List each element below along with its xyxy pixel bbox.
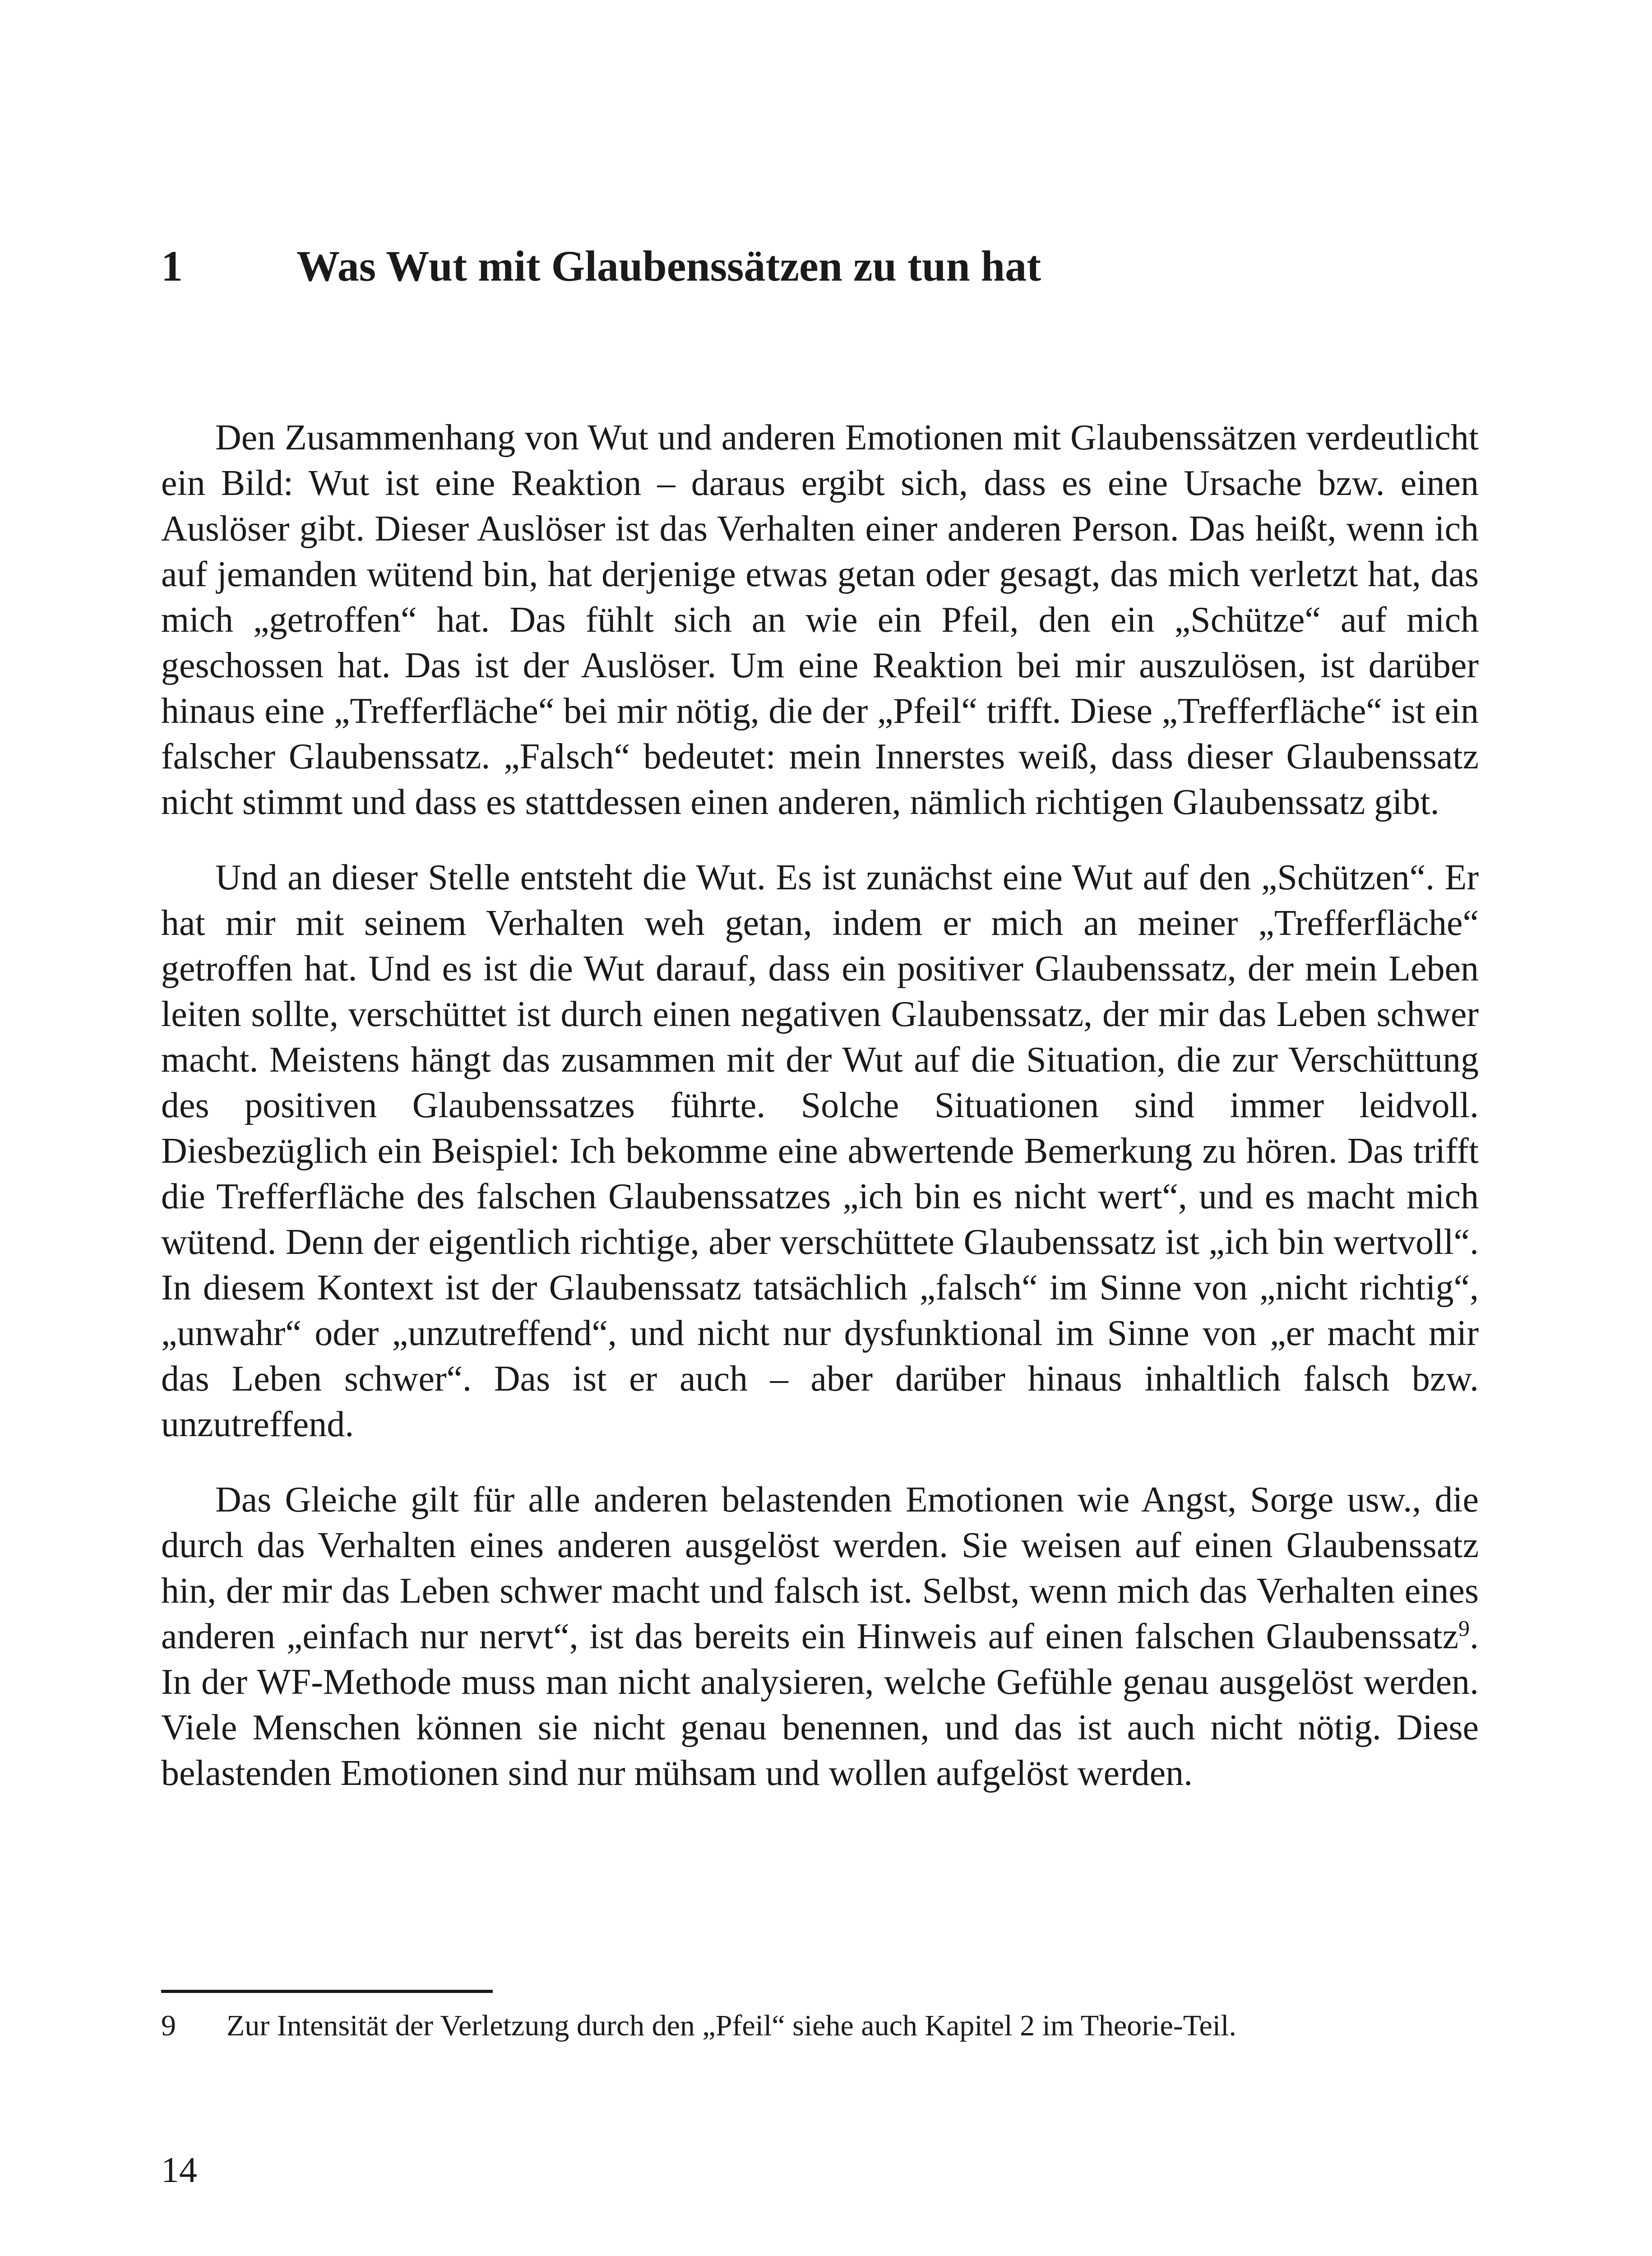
chapter-number: 1 xyxy=(161,242,183,290)
paragraph-3 xyxy=(161,1477,1479,1796)
footnote-number: 9 xyxy=(161,2009,176,2042)
paragraph-2: Und an dieser Stelle entsteht die Wut. Es ist zunächst eine Wut auf den „Schützen“. Er hat mir mit seinem Verhalten weh getan, indem er mich an meiner „Trefferfläche“ getroffen hat. Und es ist die Wut darauf, dass ein positiver Glaubenssatz, der mein Leben leiten sollte, verschüttet ist durch einen negativen Glaubenssatz, der mir das Leben schwer macht. Meistens hängt das zusammen mit der Wut auf die Situation, die zur Verschüttung des positiven Glaubenssatzes führte. Solche Situationen sind immer leidvoll. Diesbezüglich ein Beispiel: Ich bekomme eine abwertende Bemerkung zu hören. Das trifft die Trefferfläche des falschen Glaubenssatzes „ich bin es nicht wert“, und es macht mich wütend. Denn der eigentlich richtige, aber verschüttete Glaubenssatz ist „ich bin wertvoll“. In diesem Kontext ist der Glaubenssatz tatsächlich „falsch“ im Sinne von „nicht richtig“, „unwahr“ oder „unzutreffend“, und nicht nur dysfunktional im Sinne von „er macht mir das Leben schwer“. Das ist er auch – aber darüber hinaus inhaltlich falsch bzw. unzutreffend. xyxy=(161,858,1479,1444)
paragraph-3-text-start: Das Gleiche gilt für alle anderen belastenden Emotionen wie Angst, Sorge usw., die durch das Verhalten eines anderen ausgelöst werden. Sie weisen auf einen Glaubenssatz hin, der mir das Leben schwer macht und falsch ist. Selbst, wenn mich das Verhalten eines anderen „einfach nur nervt“, ist das bereits ein Hinweis auf einen falschen Glaubenssatz xyxy=(161,1480,1479,1656)
paragraph-3-text-end: . In der WF-Methode muss man nicht analysieren, welche Gefühle genau ausgelöst werden. Viele Menschen können sie nicht genau benennen, und das ist auch nicht nötig. Diese belastenden Emotionen sind nur mühsam und wollen aufgelöst werden. xyxy=(161,1617,1479,1793)
footnote xyxy=(161,2006,1479,2046)
chapter-title: Was Wut mit Glaubenssätzen zu tun hat xyxy=(296,242,1041,290)
footnote-reference: 9 xyxy=(1458,1615,1470,1641)
chapter-heading xyxy=(161,235,1492,298)
page-number: 14 xyxy=(161,2150,197,2190)
footnote-text: Zur Intensität der Verletzung durch den „Pfeil“ siehe auch Kapitel 2 im Theorie-Teil. xyxy=(227,2009,1236,2042)
paragraph-1: Den Zusammenhang von Wut und anderen Emotionen mit Glaubenssätzen verdeutlicht ein Bild: Wut ist eine Reaktion – daraus ergibt sich, dass es eine Ursache bzw. einen Auslöser gibt. Dieser Auslöser ist das Verhalten einer anderen Person. Das heißt, wenn ich auf jemanden wütend bin, hat derjenige etwas getan oder gesagt, das mich verletzt hat, das mich „getroffen“ hat. Das fühlt sich an wie ein Pfeil, den ein „Schütze“ auf mich geschossen hat. Das ist der Auslöser. Um eine Reaktion bei mir auszulösen, ist darüber hinaus eine „Trefferfläche“ bei mir nötig, die der „Pfeil“ trifft. Diese „Trefferfläche“ ist ein falscher Glaubenssatz. „Falsch“ bedeutet: mein Innerstes weiß, dass dieser Glaubenssatz nicht stimmt und dass es stattdessen einen anderen, nämlich richtigen Glaubenssatz gibt. xyxy=(161,418,1479,822)
body-text xyxy=(161,415,1479,1826)
footnote-separator xyxy=(161,1990,493,1993)
